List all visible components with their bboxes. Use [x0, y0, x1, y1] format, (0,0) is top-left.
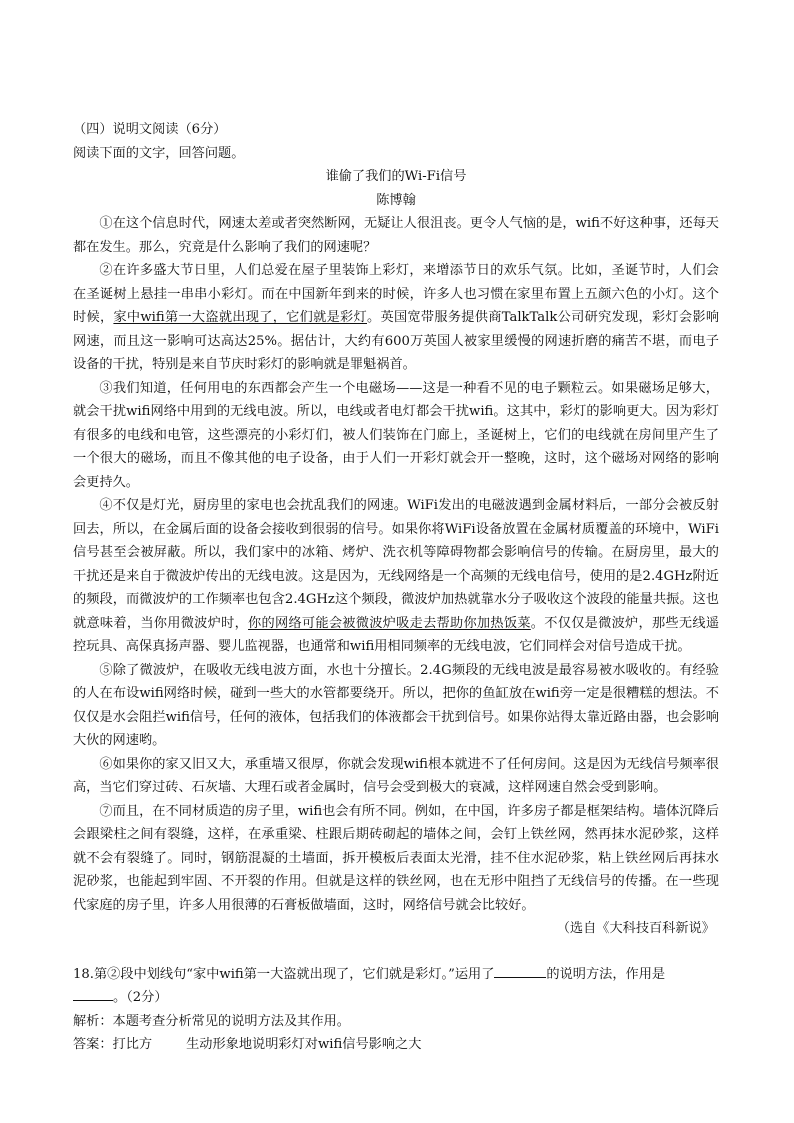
paragraph-6: ⑥如果你的家又旧又大，承重墙又很厚，你就会发现wifi根本就进不了任何房间。这是因为无线信号频率很高，当它们穿过砖、石灰墙、大理石或者金属时，信号会受到极大的衰减，这样网速自然会受到影响。 — [73, 756, 719, 795]
paragraph-2: ②在许多盛大节日里，人们总爱在屋子里装饰上彩灯，来增添节日的欢乐气氛。比如，圣诞节时，人们会在圣诞树上悬挂一串串小彩灯。而在中国新年到来的时候，许多人也习惯在家里布置上五颜六色的小灯。这个时候，家中wifi第一大盗就出现了，它们就是彩灯。英国宽带服务提供商TalkTalk公司研究发现，彩灯会影响网速，而且这一影响可达高达25%。据估计，大约有600万英国人被家里缓慢的网速折磨的痛苦不堪，而电子设备的干扰，特别是来自节庆时彩灯的影响就是罪魁祸首。 — [73, 263, 720, 372]
paragraph-4: ④不仅是灯光，厨房里的家电也会扰乱我们的网速。WiFi发出的电磁波遇到金属材料后，一部分会被反射回去，所以，在金属后面的设备会接收到很弱的信号。如果你将WiFi设备放置在金属材质覆盖的环境中，WiFi信号甚至会被屏蔽。所以，我们家中的冰箱、烤炉、洗衣机等障碍物都会影响信号的传输。在厨房里，最大的干扰还是来自于微波炉传出的无线电波。这是因为，无线网络是一个高频的无线电信号，使用的是2.4GHz附近的频段，而微波炉的工作频率也包含2.4GHz这个频段，微波炉加热就靠水分子吸收这个波段的能量共振。这也就意味着，当你用微波炉时，你的网络可能会被微波炉吸走去帮助你加热饭菜。不仅仅是微波炉，那些无线遥控玩具、高保真扬声器、婴儿监视器，也通常和wifi用相同频率的无线电波，它们同样会对信号造成干扰。 — [73, 498, 720, 654]
paragraph-5: ⑤除了微波炉，在吸收无线电波方面，水也十分擅长。2.4G频段的无线电波是最容易被水吸收的。有经验的人在布设wifi网络时候，碰到一些大的水管都要绕开。所以，把你的鱼缸放在wifi旁一定是很糟糕的想法。不仅仅是水会阻拦wifi信号，任何的液体，包括我们的体液都会干扰到信号。如果你站得太靠近路由器，也会影响大伙的网速哟。 — [73, 662, 719, 748]
underlined-sentence: 你的网络可能会被微波炉吸走去帮助你加热饭菜 — [248, 615, 531, 631]
instruction: 阅读下面的文字，回答问题。 — [73, 145, 245, 161]
answer-blank-2[interactable] — [73, 986, 113, 1001]
paragraph-1: ①在这个信息时代，网速太差或者突然断网，无疑让人很沮丧。更令人气恼的是，wifi不好这种事，还每天都在发生。那么，究竟是什么影响了我们的网速呢？ — [73, 216, 719, 255]
document-content — [73, 118, 719, 1057]
question-18: 18.第②段中划线句“家中wifi第一大盗就出现了，它们就是彩灯。”运用了 的说明方法，作用是 。（2分） — [73, 963, 719, 1010]
paragraph-7: ⑦而且，在不同材质造的房子里，wifi也会有所不同。例如，在中国，许多房子都是框架结构。墙体沉降后会跟梁柱之间有裂缝，这样，在承重梁、柱跟后期砖砌起的墙体之间，会钉上铁丝网，然再抹水泥砂浆，这样就不会有裂缝了。同时，钢筋混凝的土墙面，拆开模板后表面太光滑，挂不住水泥砂浆，粘上铁丝网后再抹水泥砂浆，也能起到牢固、不开裂的作用。但就是这样的铁丝网，也在无形中阻挡了无线信号的传播。在一些现代家庭的房子里，许多人用很薄的石膏板做墙面，这时，网络信号就会比较好。 — [73, 803, 719, 913]
analysis: 解析：本题考查分析常见的说明方法及其作用。 — [73, 1013, 350, 1029]
article-source: （选自《大科技百科新说》 — [556, 921, 715, 936]
answer: 答案：打比方 生动形象地说明彩灯对wifi信号影响之大 — [73, 1037, 422, 1052]
paragraph-3: ③我们知道，任何用电的东西都会产生一个电磁场——这是一种看不见的电子颗粒云。如果磁场足够大，就会干扰wifi网络中用到的无线电波。所以，电线或者电灯都会干扰wifi。这其中，彩灯的影响更大。因为彩灯有很多的电线和电管，这些漂亮的小彩灯们，被人们装饰在门廊上，圣诞树上，它们的电线就在房间里产生了一个很大的磁场，而且不像其他的电子设备，由于人们一开彩灯就会开一整晚，这时，这个磁场对网络的影响会更持久。 — [73, 380, 719, 490]
article-author: 陈博翰 — [376, 192, 416, 208]
article-title: 谁偷了我们的Wi-Fi信号 — [325, 169, 467, 184]
section-heading: （四）说明文阅读（6分） — [73, 122, 227, 137]
answer-blank-1[interactable] — [494, 963, 546, 978]
underlined-sentence: 家中wifi第一大盗就出现了，它们就是彩灯 — [113, 310, 367, 325]
